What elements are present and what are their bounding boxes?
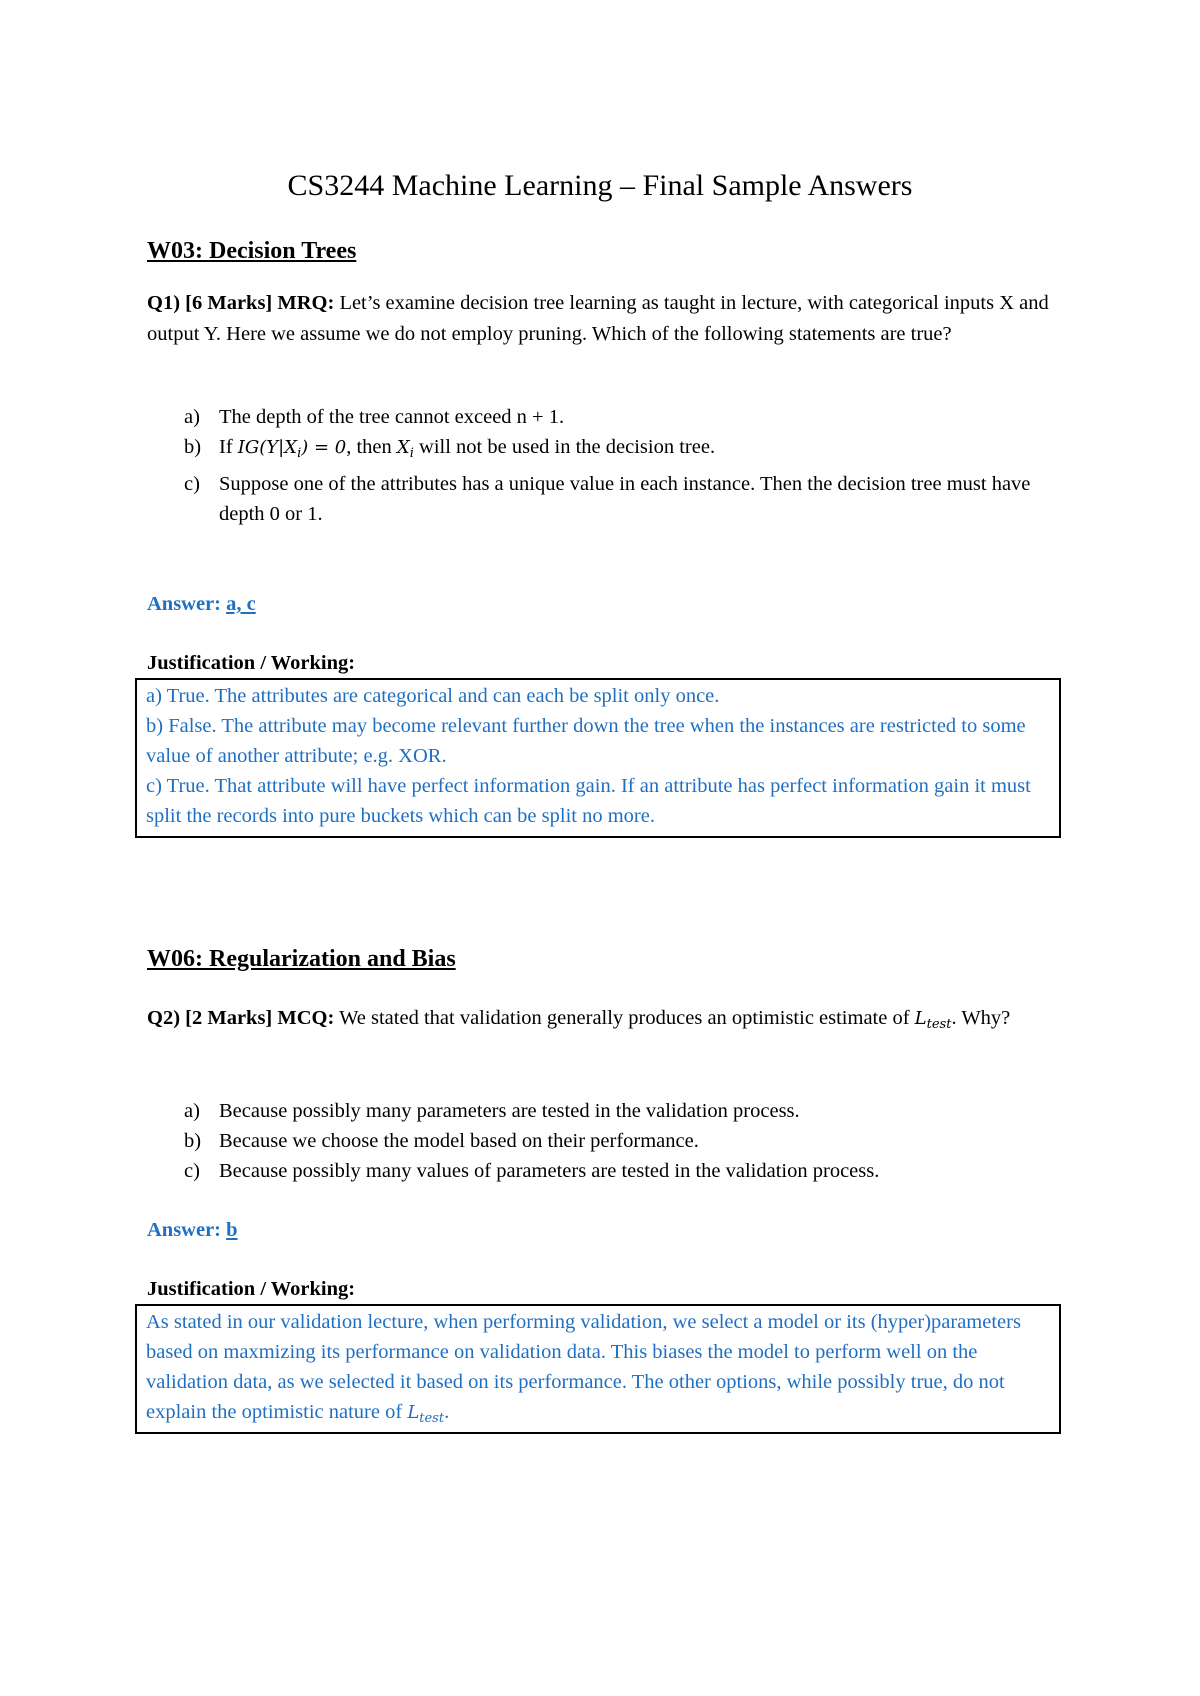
question-1-label: Q1) [6 Marks] MRQ: — [147, 292, 335, 314]
math-ltest: $L_{test}$ — [914, 1008, 952, 1032]
option-letter: c) — [184, 473, 200, 495]
answer-1 — [147, 590, 256, 618]
math-ltest: $L_{test}$ — [407, 1402, 445, 1426]
justification-label: Justification / Working: — [147, 652, 356, 674]
option-c — [147, 469, 1067, 529]
math-ig: $IG(Y|X_i) = 0$ — [237, 437, 347, 461]
answer-value: a, c — [226, 593, 256, 615]
question-2-label: Q2) [2 Marks] MCQ: — [147, 1007, 335, 1029]
question-1-text: Let’s examine decision tree learning as taught in lecture, with categorical inputs X and output Y. Here we assume we do not employ pruning. Which of the following statements are true? — [147, 292, 1049, 345]
justification-line-c: c) True. That attribute will have perfect information gain. If an attribute has perfect information gain it must split the records into pure buckets which can be split no more. — [146, 775, 1031, 827]
justification-text: As stated in our validation lecture, when performing validation, we select a model or its (hyper)parameters based on maxmizing its performance on validation data. This biases the model to perform well on the validation data, as we selected it based on its performance. The other options, while possibly true, do not explain the optimistic nature of $L_{test}$. — [146, 1311, 1021, 1426]
section-heading-regularization: W06: Regularization and Bias — [147, 946, 456, 972]
question-2-text: We stated that validation generally produces an optimistic estimate of — [339, 1007, 910, 1029]
answer-value: b — [226, 1219, 238, 1241]
option-letter: c) — [184, 1160, 200, 1182]
question-1 — [147, 288, 1067, 349]
math-xi: $X_i$ — [396, 437, 414, 461]
question-2-options — [147, 1096, 1067, 1186]
option-b: b) If $IG(Y|X_i) = 0$, then $X_i$ will not be used in the decision tree. — [147, 432, 1067, 469]
option-a — [147, 402, 1067, 432]
option-a — [147, 1096, 1067, 1126]
option-text: Suppose one of the attributes has a unique value in each instance. Then the decision tree must have depth 0 or 1. — [219, 473, 1031, 525]
justification-line-b: b) False. The attribute may become relevant further down the tree when the instances are restricted to some value of another attribute; e.g. XOR. — [146, 715, 1026, 767]
option-text: The depth of the tree cannot exceed n + 1. — [219, 406, 565, 428]
option-text-pre: If — [219, 436, 238, 458]
option-letter: b) — [184, 436, 202, 458]
section-heading-decision-trees: W03: Decision Trees — [147, 238, 357, 264]
answer-label: Answer: — [147, 1219, 222, 1241]
justification-box-1 — [135, 678, 1061, 838]
question-1-options — [147, 402, 1067, 529]
option-letter: a) — [184, 406, 200, 428]
option-b — [147, 1126, 1067, 1156]
option-text: Because possibly many parameters are tested in the validation process. — [219, 1100, 800, 1122]
answer-label: Answer: — [147, 593, 222, 615]
justification-box-2 — [135, 1304, 1061, 1434]
document-title: CS3244 Machine Learning – Final Sample Answers — [287, 169, 913, 202]
option-letter: b) — [184, 1130, 202, 1152]
justification-line-a: a) True. The attributes are categorical and can each be split only once. — [146, 685, 720, 707]
option-letter: a) — [184, 1100, 200, 1122]
answer-2 — [147, 1216, 238, 1244]
option-text: Because we choose the model based on their performance. — [219, 1130, 699, 1152]
question-2: Q2) [2 Marks] MCQ: We stated that validation generally produces an optimistic estimate of $L_{test}$. Why? — [147, 1007, 1011, 1032]
justification-label: Justification / Working: — [147, 1278, 356, 1300]
option-text: Because possibly many values of parameters are tested in the validation process. — [219, 1160, 880, 1182]
option-c — [147, 1156, 1067, 1186]
